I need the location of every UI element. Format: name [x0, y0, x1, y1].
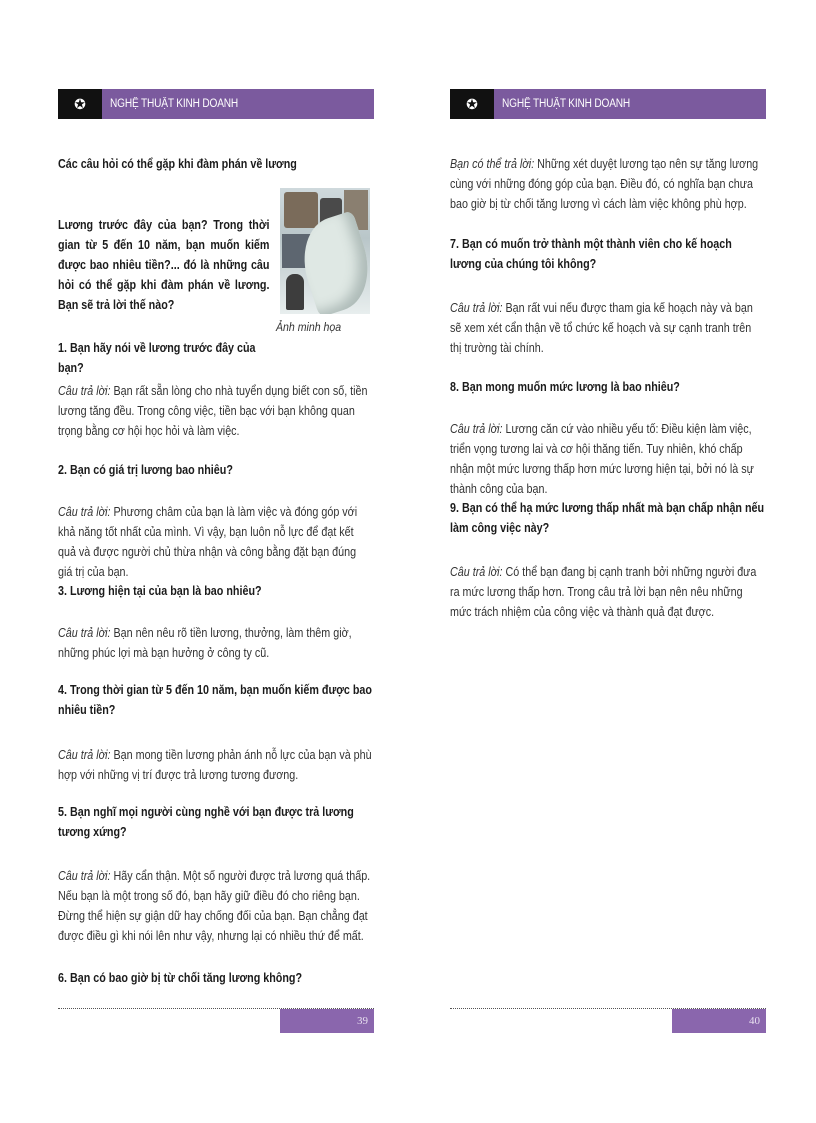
answer-3: Câu trả lời: Bạn nên nêu rõ tiền lương, thưởng, làm thêm giờ, những phúc lợi mà bạn hưởng ở công ty cũ.	[58, 625, 352, 660]
image-caption: Ảnh minh họa	[276, 320, 342, 334]
answer-1: Câu trả lời: Bạn rất sẵn lòng cho nhà tuyển dụng biết con số, tiền lương tăng đều. Trong công việc, tiền bạc với bạn không quan trọng bằng cơ hội học hỏi và làm việc.	[58, 383, 368, 438]
intro-title: Các câu hỏi có thể gặp khi đàm phán về lương	[58, 156, 297, 171]
header-icon-box	[58, 89, 102, 119]
answer-label: Bạn có thể trả lời:	[450, 156, 535, 171]
answer-label: Câu trả lời:	[58, 625, 111, 640]
answer-label: Câu trả lời:	[450, 421, 503, 436]
header-icon-box	[450, 89, 494, 119]
question-2: 2. Bạn có giá trị lương bao nhiêu?	[58, 463, 233, 478]
illustration-image	[280, 188, 370, 314]
answer-2: Câu trả lời: Phương châm của bạn là làm việc và đóng góp với khả năng tốt nhất của mình. Vì vậy, bạn luôn nỗ lực để đạt kết quả và được người chủ thừa nhận và công bằng đặt bạn đúng giá trị của bạn.	[58, 504, 358, 579]
header-title: NGHỆ THUẬT KINH DOANH	[110, 98, 239, 110]
header-title: NGHỆ THUẬT KINH DOANH	[502, 98, 631, 110]
answer-5: Câu trả lời: Hãy cẩn thận. Một số người được trả lương quá thấp. Nếu bạn là một trong số đó, bạn hãy giữ điều đó cho riêng bạn. Đừng thể hiện sự giận dữ hay chống đối của bạn. Bạn chẳng đạt được điều gì khi nói lên như vậy, nhưng lại có nhiều thứ để mất.	[58, 868, 371, 943]
page-number-badge	[280, 1009, 374, 1033]
answer-label: Câu trả lời:	[450, 300, 503, 315]
section-header	[450, 89, 766, 119]
question-8: 8. Bạn mong muốn mức lương là bao nhiêu?	[450, 380, 680, 395]
page-number: 40	[749, 1015, 760, 1027]
answer-9: Câu trả lời: Có thể bạn đang bị cạnh tranh bởi những người đưa ra mức lương thấp hơn. Trong câu trả lời bạn nên nêu những mức trách nhiệm của công việc và thành quả đạt được.	[450, 564, 757, 619]
section-header	[58, 89, 374, 119]
question-9: 9. Bạn có thể hạ mức lương thấp nhất mà bạn chấp nhận nếu làm công việc này?	[450, 501, 765, 536]
answer-6: Bạn có thể trả lời: Những xét duyệt lương tạo nên sự tăng lương cùng với những đóng góp của bạn. Điều đó, có nghĩa bạn chưa bao giờ bị từ chối tăng lương vì cách làm việc không phù hợp.	[450, 156, 759, 211]
answer-4: Câu trả lời: Bạn mong tiền lương phản ánh nỗ lực của bạn và phù hợp với những vị trí được trả lương tương đương.	[58, 747, 372, 782]
question-7: 7. Bạn có muốn trở thành một thành viên cho kế hoạch lương của chúng tôi không?	[450, 237, 732, 272]
answer-7: Câu trả lời: Bạn rất vui nếu được tham gia kế hoạch này và bạn sẽ xem xét cẩn thận về tổ chức kế hoạch và sự cạnh tranh trên thị trường tài chính.	[450, 300, 753, 355]
question-6: 6. Bạn có bao giờ bị từ chối tăng lương không?	[58, 971, 303, 986]
answer-label: Câu trả lời:	[58, 383, 111, 398]
question-5: 5. Bạn nghĩ mọi người cùng nghề với bạn được trả lương tương xứng?	[58, 805, 354, 840]
page-number: 39	[357, 1015, 368, 1027]
right-page	[450, 0, 766, 1123]
question-4: 4. Trong thời gian từ 5 đến 10 năm, bạn muốn kiếm được bao nhiêu tiền?	[58, 683, 372, 718]
question-3: 3. Lương hiện tại của bạn là bao nhiêu?	[58, 584, 262, 599]
answer-8: Câu trả lời: Lương căn cứ vào nhiều yếu tố: Điều kiện làm việc, triển vọng tương lai và cơ hội thăng tiến. Tuy nhiên, khó chấp nhận một mức lương thấp hơn mức lương hiện tại, bởi nó là sự thành công của bạn.	[450, 421, 754, 496]
question-1: 1. Bạn hãy nói về lương trước đây của bạn?	[58, 341, 256, 376]
answer-label: Câu trả lời:	[58, 868, 111, 883]
star-icon: ✪	[74, 96, 86, 112]
answer-label: Câu trả lời:	[58, 747, 111, 762]
answer-label: Câu trả lời:	[58, 504, 111, 519]
answer-label: Câu trả lời:	[450, 564, 503, 579]
left-page	[58, 0, 374, 1123]
page-number-badge	[672, 1009, 766, 1033]
star-icon: ✪	[466, 96, 478, 112]
intro-question: Lương trước đây của bạn? Trong thời gian từ 5 đến 10 năm, bạn muốn kiếm được bao nhiêu tiền?... đó là những câu hỏi có thể gặp khi đàm phán về lương. Bạn sẽ trả lời thế nào?	[58, 217, 270, 312]
